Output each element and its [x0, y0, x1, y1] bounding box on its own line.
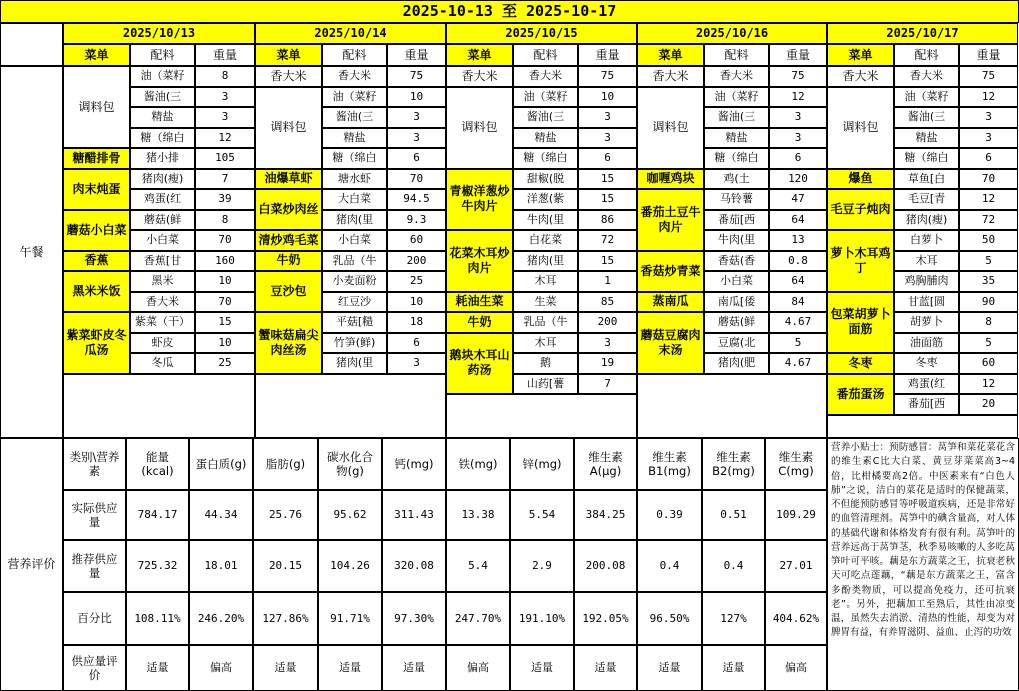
day-date: 2025/10/15: [446, 23, 637, 44]
empty-cell: [63, 374, 255, 439]
ingredient-name: 塘水虾: [322, 169, 387, 190]
menu-header: 菜单: [446, 44, 513, 66]
ingredient-weight: 15: [578, 251, 637, 272]
ingredient-name: 蘑菇(鲜: [130, 210, 195, 231]
nutrition-header: 维生素A(μg): [574, 438, 637, 490]
ingredient-name: 油（菜籽: [894, 87, 959, 108]
dish-name: 番茄土豆牛肉片: [637, 189, 704, 251]
ingredient-name: 南瓜[倭: [704, 292, 769, 313]
nutrition-header: 蛋白质(g): [189, 438, 253, 490]
ingredient-weight: 8: [959, 312, 1018, 333]
nutrition-value: 95.62: [318, 490, 382, 540]
weight-header: 重量: [387, 44, 446, 66]
ingredient-name: 豆腐(北: [704, 333, 769, 354]
dish-name: 调料包: [637, 87, 704, 169]
ingredient-weight: 3: [195, 107, 255, 128]
ingredient-name: 油（菜籽: [322, 87, 387, 108]
ingredient-name: 小麦面粉: [322, 271, 387, 292]
nutrition-value: 246.20%: [189, 592, 253, 645]
nutrition-value: 适量: [318, 645, 382, 691]
ingredient-weight: 1: [578, 271, 637, 292]
nutrition-row-label: 供应量评价: [63, 645, 126, 691]
dish-name: 蟹味菇扁尖肉丝汤: [255, 312, 322, 374]
ingredient-name: 酱油(三: [894, 107, 959, 128]
ingredient-name: 冬枣: [894, 353, 959, 374]
empty-cell: [827, 415, 1018, 439]
ingredient-name: 毛豆[青: [894, 189, 959, 210]
ingredient-name: 鸡(土: [704, 169, 769, 190]
nutrition-header: 维生素B2(mg): [702, 438, 765, 490]
ingredient-name: 酱油(三: [322, 107, 387, 128]
nutrition-value: 适量: [637, 645, 702, 691]
ingredient-name: 香大米: [704, 66, 769, 87]
ingredient-weight: 25: [195, 353, 255, 374]
nutrition-value: 适量: [382, 645, 446, 691]
ingredient-header: 配料: [704, 44, 769, 66]
nutrition-row-label: 推荐供应量: [63, 540, 126, 592]
ingredient-weight: 18: [387, 312, 446, 333]
dish-name: 牛奶: [446, 312, 513, 333]
ingredient-name: 糖（绵白: [894, 148, 959, 169]
ingredient-name: 草鱼[白: [894, 169, 959, 190]
ingredient-name: 香蕉[甘: [130, 251, 195, 272]
dish-name: 番茄蛋汤: [827, 374, 894, 415]
ingredient-weight: 70: [387, 169, 446, 190]
nutrition-value: 0.51: [702, 490, 765, 540]
nutrition-value: 384.25: [574, 490, 637, 540]
ingredient-name: 精盐: [894, 128, 959, 149]
ingredient-weight: 12: [195, 128, 255, 149]
dish-name: 爆鱼: [827, 169, 894, 190]
nutrition-value: 96.50%: [637, 592, 702, 645]
ingredient-name: 马铃薯: [704, 189, 769, 210]
ingredient-name: 山药[薯: [513, 374, 578, 395]
ingredient-weight: 12: [769, 87, 827, 108]
ingredient-name: 糖（绵白: [130, 128, 195, 149]
ingredient-weight: 6: [387, 333, 446, 354]
ingredient-weight: 12: [959, 189, 1018, 210]
dish-name: 萝卜木耳鸡丁: [827, 230, 894, 292]
ingredient-weight: 90: [959, 292, 1018, 313]
ingredient-name: 木耳: [513, 271, 578, 292]
ingredient-weight: 10: [195, 333, 255, 354]
ingredient-weight: 19: [578, 353, 637, 374]
ingredient-weight: 10: [195, 271, 255, 292]
ingredient-name: 糖（绵白: [513, 148, 578, 169]
nutrition-value: 偏高: [446, 645, 510, 691]
nutrition-value: 108.11%: [126, 592, 189, 645]
nutrition-tips: 营养小贴士：预防感冒：莴笋和菜花菜花含的维生素C比大白菜、黄豆芽菜菜高3~4倍，比柑橘要高2倍。中医素来有“白色人肺”之说，洁白的菜花是适时的保健蔬菜，不但能预防感冒等呼吸道疾病，还是非常好的血管清理剂。莴笋中的碘含量高，对人体的基础代谢和体格发育有很有利。莴笋叶的营养远高于莴笋茎，秋季易咳嗽的人多吃莴笋叶可平咳。藕是东方蔬菜之王，抗衰老秋天可吃点莲藕，“藕是东方蔬菜之王，富含多酚类物质，可以提高免疫力，还可抗衰老”。另外，把藕加工至熟后，其性由凉变温，虽然失去消淤、清热的性能，却变为对脾胃有益，有养胃滋阴、益血、止泻的功效: [827, 438, 1019, 691]
ingredient-name: 香大米: [322, 66, 387, 87]
nutrition-header: 脂肪(g): [253, 438, 318, 490]
ingredient-name: 糖（绵白: [322, 148, 387, 169]
dish-name: 香大米: [446, 66, 513, 87]
ingredient-name: 猪肉(肥: [704, 353, 769, 374]
ingredient-weight: 84: [769, 292, 827, 313]
ingredient-weight: 75: [578, 66, 637, 87]
ingredient-name: 油（菜籽: [513, 87, 578, 108]
ingredient-weight: 3: [578, 107, 637, 128]
weight-header: 重量: [769, 44, 827, 66]
menu-header: 菜单: [637, 44, 704, 66]
ingredient-weight: 3: [578, 333, 637, 354]
ingredient-weight: 15: [578, 169, 637, 190]
ingredient-weight: 20: [959, 394, 1018, 415]
nutrition-value: 97.30%: [382, 592, 446, 645]
ingredient-name: 酱油(三: [513, 107, 578, 128]
nutrition-value: 偏高: [765, 645, 827, 691]
ingredient-weight: 72: [959, 210, 1018, 231]
nutrition-value: 91.71%: [318, 592, 382, 645]
dish-name: 油爆草虾: [255, 169, 322, 190]
ingredient-name: 小白菜: [130, 230, 195, 251]
ingredient-name: 香大米: [513, 66, 578, 87]
empty-cell: [637, 374, 827, 439]
nutrition-value: 2.9: [510, 540, 574, 592]
nutrition-value: 0.39: [637, 490, 702, 540]
dish-name: 香蕉: [63, 251, 130, 272]
ingredient-header: 配料: [322, 44, 387, 66]
ingredient-name: 番茄[西: [894, 394, 959, 415]
ingredient-weight: 60: [959, 353, 1018, 374]
ingredient-weight: 35: [959, 271, 1018, 292]
ingredient-name: 香大米: [894, 66, 959, 87]
nutrition-value: 784.17: [126, 490, 189, 540]
ingredient-weight: 3: [959, 128, 1018, 149]
nutrition-value: 20.15: [253, 540, 318, 592]
ingredient-name: 木耳: [513, 333, 578, 354]
ingredient-weight: 3: [769, 128, 827, 149]
nutrition-header: 钙(mg): [382, 438, 446, 490]
ingredient-name: 猪肉(瘦): [894, 210, 959, 231]
ingredient-name: 猪小排: [130, 148, 195, 169]
ingredient-name: 紫菜（干）: [130, 312, 195, 333]
day-date: 2025/10/17: [827, 23, 1018, 44]
ingredient-name: 酱油(三: [704, 107, 769, 128]
ingredient-name: 油面筋: [894, 333, 959, 354]
dish-name: 蘑菇小白菜: [63, 210, 130, 251]
ingredient-name: 猪肉(里: [322, 210, 387, 231]
menu-header: 菜单: [827, 44, 894, 66]
ingredient-weight: 25: [387, 271, 446, 292]
ingredient-header: 配料: [513, 44, 578, 66]
nutrition-value: 104.26: [318, 540, 382, 592]
ingredient-weight: 10: [387, 87, 446, 108]
ingredient-weight: 10: [387, 292, 446, 313]
ingredient-name: 牛肉(里: [704, 230, 769, 251]
ingredient-weight: 5: [959, 333, 1018, 354]
dish-name: 香大米: [637, 66, 704, 87]
ingredient-weight: 15: [195, 312, 255, 333]
ingredient-weight: 105: [195, 148, 255, 169]
ingredient-name: 乳品（牛: [322, 251, 387, 272]
ingredient-weight: 6: [959, 148, 1018, 169]
nutrition-value: 44.34: [189, 490, 253, 540]
ingredient-name: 鸡胸脯肉: [894, 271, 959, 292]
nutrition-value: 109.29: [765, 490, 827, 540]
ingredient-weight: 6: [769, 148, 827, 169]
dish-name: 豆沙包: [255, 271, 322, 312]
nutrition-header: 能量(kcal): [126, 438, 189, 490]
nutrition-value: 191.10%: [510, 592, 574, 645]
ingredient-name: 生菜: [513, 292, 578, 313]
ingredient-name: 猪肉(里: [513, 251, 578, 272]
dish-name: 冬枣: [827, 353, 894, 374]
ingredient-weight: 0.8: [769, 251, 827, 272]
ingredient-name: 冬瓜: [130, 353, 195, 374]
ingredient-weight: 10: [578, 87, 637, 108]
nutrition-value: 适量: [574, 645, 637, 691]
dish-name: 香大米: [255, 66, 322, 87]
ingredient-name: 鸡蛋(红: [130, 189, 195, 210]
nutrition-header: 维生素B1(mg): [637, 438, 702, 490]
dish-name: 紫菜虾皮冬瓜汤: [63, 312, 130, 374]
nutrition-row-label: 百分比: [63, 592, 126, 645]
ingredient-weight: 50: [959, 230, 1018, 251]
nutrition-value: 127%: [702, 592, 765, 645]
ingredient-name: 精盐: [704, 128, 769, 149]
dish-name: 香菇炒青菜: [637, 251, 704, 292]
ingredient-weight: 3: [959, 107, 1018, 128]
ingredient-weight: 13: [769, 230, 827, 251]
ingredient-name: 鹅: [513, 353, 578, 374]
nutrition-value: 偏高: [189, 645, 253, 691]
ingredient-weight: 160: [195, 251, 255, 272]
ingredient-name: 番茄[西: [704, 210, 769, 231]
ingredient-name: 香大米: [130, 292, 195, 313]
ingredient-name: 小白菜: [322, 230, 387, 251]
ingredient-name: 小白菜: [704, 271, 769, 292]
dish-name: 耗油生菜: [446, 292, 513, 313]
dish-name: 鹅块木耳山药汤: [446, 333, 513, 395]
ingredient-name: 乳品（牛: [513, 312, 578, 333]
ingredient-weight: 60: [387, 230, 446, 251]
dish-name: 调料包: [827, 87, 894, 169]
ingredient-name: 大白菜: [322, 189, 387, 210]
nutrition-value: 404.62%: [765, 592, 827, 645]
empty-cell: [255, 374, 446, 439]
ingredient-weight: 4.67: [769, 353, 827, 374]
ingredient-name: 白花菜: [513, 230, 578, 251]
ingredient-header: 配料: [894, 44, 959, 66]
nutrition-value: 200.08: [574, 540, 637, 592]
ingredient-weight: 120: [769, 169, 827, 190]
nutrition-row-label: 实际供应量: [63, 490, 126, 540]
ingredient-name: 鸡蛋(红: [894, 374, 959, 395]
ingredient-weight: 70: [959, 169, 1018, 190]
ingredient-weight: 94.5: [387, 189, 446, 210]
ingredient-weight: 12: [959, 87, 1018, 108]
ingredient-weight: 5: [959, 251, 1018, 272]
ingredient-name: 平菇[糙: [322, 312, 387, 333]
ingredient-name: 精盐: [322, 128, 387, 149]
ingredient-name: 虾皮: [130, 333, 195, 354]
dish-name: 花菜木耳炒肉片: [446, 230, 513, 292]
ingredient-name: 猪肉(里: [322, 353, 387, 374]
dish-name: 黑米米饭: [63, 271, 130, 312]
ingredient-weight: 85: [578, 292, 637, 313]
ingredient-weight: 15: [578, 189, 637, 210]
ingredient-weight: 6: [578, 148, 637, 169]
ingredient-weight: 8: [195, 66, 255, 87]
ingredient-name: 香菇(香: [704, 251, 769, 272]
dish-name: 毛豆子炖肉: [827, 189, 894, 230]
dish-name: 调料包: [63, 66, 130, 148]
ingredient-weight: 4.67: [769, 312, 827, 333]
ingredient-weight: 200: [387, 251, 446, 272]
ingredient-weight: 64: [769, 210, 827, 231]
weight-header: 重量: [578, 44, 637, 66]
nutrition-value: 5.4: [446, 540, 510, 592]
ingredient-name: 蘑菇(鲜: [704, 312, 769, 333]
ingredient-weight: 3: [387, 353, 446, 374]
day-date: 2025/10/16: [637, 23, 827, 44]
dish-name: 蒸南瓜: [637, 292, 704, 313]
ingredient-weight: 3: [195, 87, 255, 108]
ingredient-weight: 9.3: [387, 210, 446, 231]
ingredient-weight: 75: [769, 66, 827, 87]
ingredient-name: 猪肉(瘦): [130, 169, 195, 190]
nutrition-header: 类别\营养素: [63, 438, 126, 490]
nutrition-value: 27.01: [765, 540, 827, 592]
nutrition-value: 127.86%: [253, 592, 318, 645]
ingredient-weight: 64: [769, 271, 827, 292]
ingredient-weight: 70: [195, 230, 255, 251]
nutrition-value: 725.32: [126, 540, 189, 592]
ingredient-weight: 3: [769, 107, 827, 128]
ingredient-name: 黑米: [130, 271, 195, 292]
dish-name: 清炒鸡毛菜: [255, 230, 322, 251]
nutrition-header: 碳水化合物(g): [318, 438, 382, 490]
ingredient-weight: 3: [578, 128, 637, 149]
ingredient-name: 油（菜籽: [704, 87, 769, 108]
dish-name: 调料包: [255, 87, 322, 169]
page-title: 2025-10-13 至 2025-10-17: [0, 0, 1019, 23]
dish-name: 调料包: [446, 87, 513, 169]
dish-name: 香大米: [827, 66, 894, 87]
nutrition-header: 铁(mg): [446, 438, 510, 490]
nutrition-value: 320.08: [382, 540, 446, 592]
weight-header: 重量: [195, 44, 255, 66]
ingredient-weight: 200: [578, 312, 637, 333]
ingredient-name: 白萝卜: [894, 230, 959, 251]
ingredient-weight: 75: [387, 66, 446, 87]
ingredient-weight: 8: [195, 210, 255, 231]
empty-cell: [446, 394, 637, 438]
ingredient-weight: 3: [387, 107, 446, 128]
ingredient-name: 木耳: [894, 251, 959, 272]
ingredient-weight: 39: [195, 189, 255, 210]
nutrition-value: 适量: [702, 645, 765, 691]
ingredient-weight: 5: [769, 333, 827, 354]
nutrition-value: 18.01: [189, 540, 253, 592]
menu-header: 菜单: [63, 44, 130, 66]
ingredient-name: 油（菜籽: [130, 66, 195, 87]
ingredient-name: 甜椒(脱: [513, 169, 578, 190]
nutrition-value: 311.43: [382, 490, 446, 540]
ingredient-weight: 86: [578, 210, 637, 231]
weight-header: 重量: [959, 44, 1018, 66]
dish-name: 包菜胡萝卜面筋: [827, 292, 894, 354]
ingredient-name: 酱油(三: [130, 87, 195, 108]
nutrition-value: 13.38: [446, 490, 510, 540]
nutrition-value: 适量: [126, 645, 189, 691]
ingredient-weight: 47: [769, 189, 827, 210]
nutrition-value: 247.70%: [446, 592, 510, 645]
ingredient-name: 精盐: [130, 107, 195, 128]
dish-name: 糖醋排骨: [63, 148, 130, 169]
ingredient-weight: 12: [959, 374, 1018, 395]
dish-name: 牛奶: [255, 251, 322, 272]
ingredient-weight: 6: [387, 148, 446, 169]
dish-name: 肉末炖蛋: [63, 169, 130, 210]
nutrition-value: 适量: [510, 645, 574, 691]
ingredient-name: 甘蓝[圆: [894, 292, 959, 313]
ingredient-name: 竹笋(鲜): [322, 333, 387, 354]
nutrition-label: 营养评价: [0, 438, 63, 691]
nutrition-value: 192.05%: [574, 592, 637, 645]
ingredient-header: 配料: [130, 44, 195, 66]
nutrition-header: 锌(mg): [510, 438, 574, 490]
nutrition-value: 0.4: [702, 540, 765, 592]
day-date: 2025/10/13: [63, 23, 255, 44]
nutrition-value: 0.4: [637, 540, 702, 592]
day-date: 2025/10/14: [255, 23, 446, 44]
ingredient-name: 胡萝卜: [894, 312, 959, 333]
meal-label: 午餐: [0, 66, 63, 438]
ingredient-weight: 72: [578, 230, 637, 251]
nutrition-value: 25.76: [253, 490, 318, 540]
ingredient-name: 红豆沙: [322, 292, 387, 313]
dish-name: 蘑菇豆腐肉末汤: [637, 312, 704, 374]
ingredient-weight: 3: [387, 128, 446, 149]
ingredient-name: 糖（绵白: [704, 148, 769, 169]
ingredient-name: 洋葱(紫: [513, 189, 578, 210]
ingredient-weight: 7: [578, 374, 637, 395]
ingredient-name: 牛肉(里: [513, 210, 578, 231]
dish-name: 白菜炒肉丝: [255, 189, 322, 230]
dish-name: 咖喱鸡块: [637, 169, 704, 190]
nutrition-header: 维生素C(mg): [765, 438, 827, 490]
ingredient-weight: 70: [195, 292, 255, 313]
menu-header: 菜单: [255, 44, 322, 66]
nutrition-value: 适量: [253, 645, 318, 691]
ingredient-weight: 7: [195, 169, 255, 190]
nutrition-value: 5.54: [510, 490, 574, 540]
ingredient-weight: 75: [959, 66, 1018, 87]
dish-name: 青椒洋葱炒牛肉片: [446, 169, 513, 231]
ingredient-name: 精盐: [513, 128, 578, 149]
corner-cell: [0, 23, 63, 66]
